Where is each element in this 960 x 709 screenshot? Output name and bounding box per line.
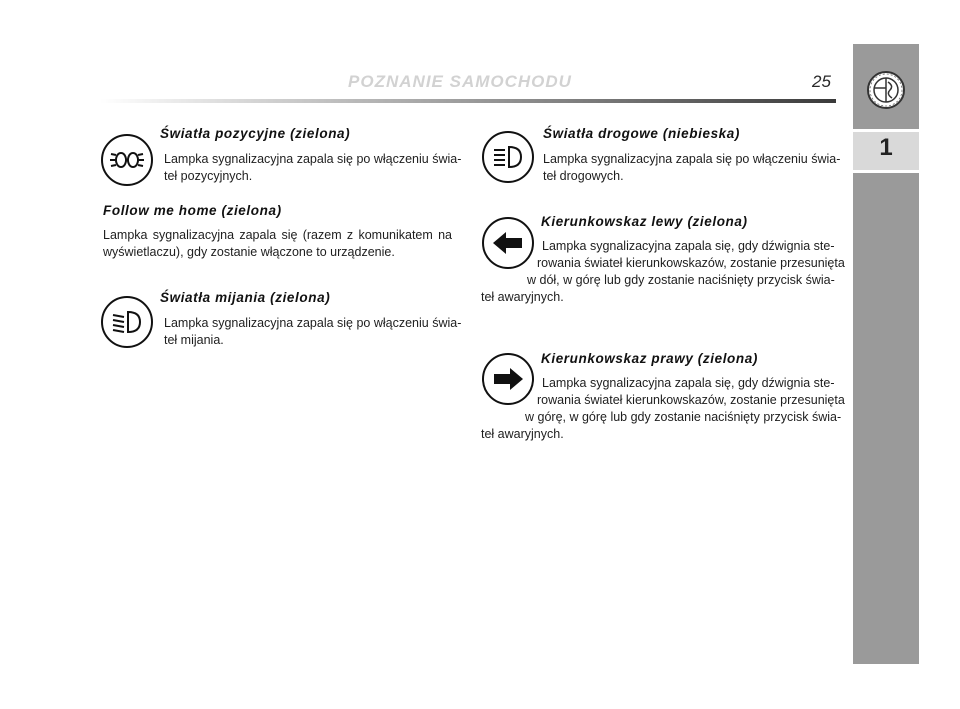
main-beam-title: Światła drogowe (niebieska) [543,126,740,141]
page-number: 25 [812,72,831,91]
right-indicator-text: Lampka sygnalizacyjna zapala się, gdy dźwignia ste- rowania świateł kierunkowskazów, zostanie przesunięta w górę, w górę lub gdy zostanie naciśnięty przycisk świa- teł awaryjnych. [481,376,845,441]
follow-me-home-title: Follow me home (zielona) [103,203,282,218]
chapter-number: 1 [879,134,893,161]
position-lights-icon [100,133,154,187]
position-lights-title: Światła pozycyjne (zielona) [160,126,351,141]
dipped-beam-icon [100,295,154,349]
left-indicator-text: Lampka sygnalizacyjna zapala się, gdy dźwignia ste- rowania świateł kierunkowskazów, zostanie przesunięta w dół, w górę lub gdy zostanie naciśnięty przycisk świa- teł awaryjnych. [481,239,845,304]
main-beam-icon [481,130,535,184]
header-rule [100,99,836,103]
dipped-beam-title: Światła mijania (zielona) [160,290,331,305]
follow-me-home-text: Lampka sygnalizacyjna zapala się (razem z komunikatem na wyświetlaczu), gdy zostanie włączone to urządzenie. [103,228,452,259]
right-indicator-title: Kierunkowskaz prawy (zielona) [541,351,758,366]
tab-divider [853,170,919,173]
alfa-romeo-logo-icon [866,70,906,110]
main-beam-text: Lampka sygnalizacyjna zapala się po włączeniu świa- teł drogowych. [543,152,841,183]
page-header-title: POZNANIE SAMOCHODU [348,72,572,91]
position-lights-text: Lampka sygnalizacyjna zapala się po włączeniu świa- teł pozycyjnych. [164,152,462,183]
left-indicator-title: Kierunkowskaz lewy (zielona) [541,214,748,229]
dipped-beam-text: Lampka sygnalizacyjna zapala się po włączeniu świa- teł mijania. [164,316,462,347]
